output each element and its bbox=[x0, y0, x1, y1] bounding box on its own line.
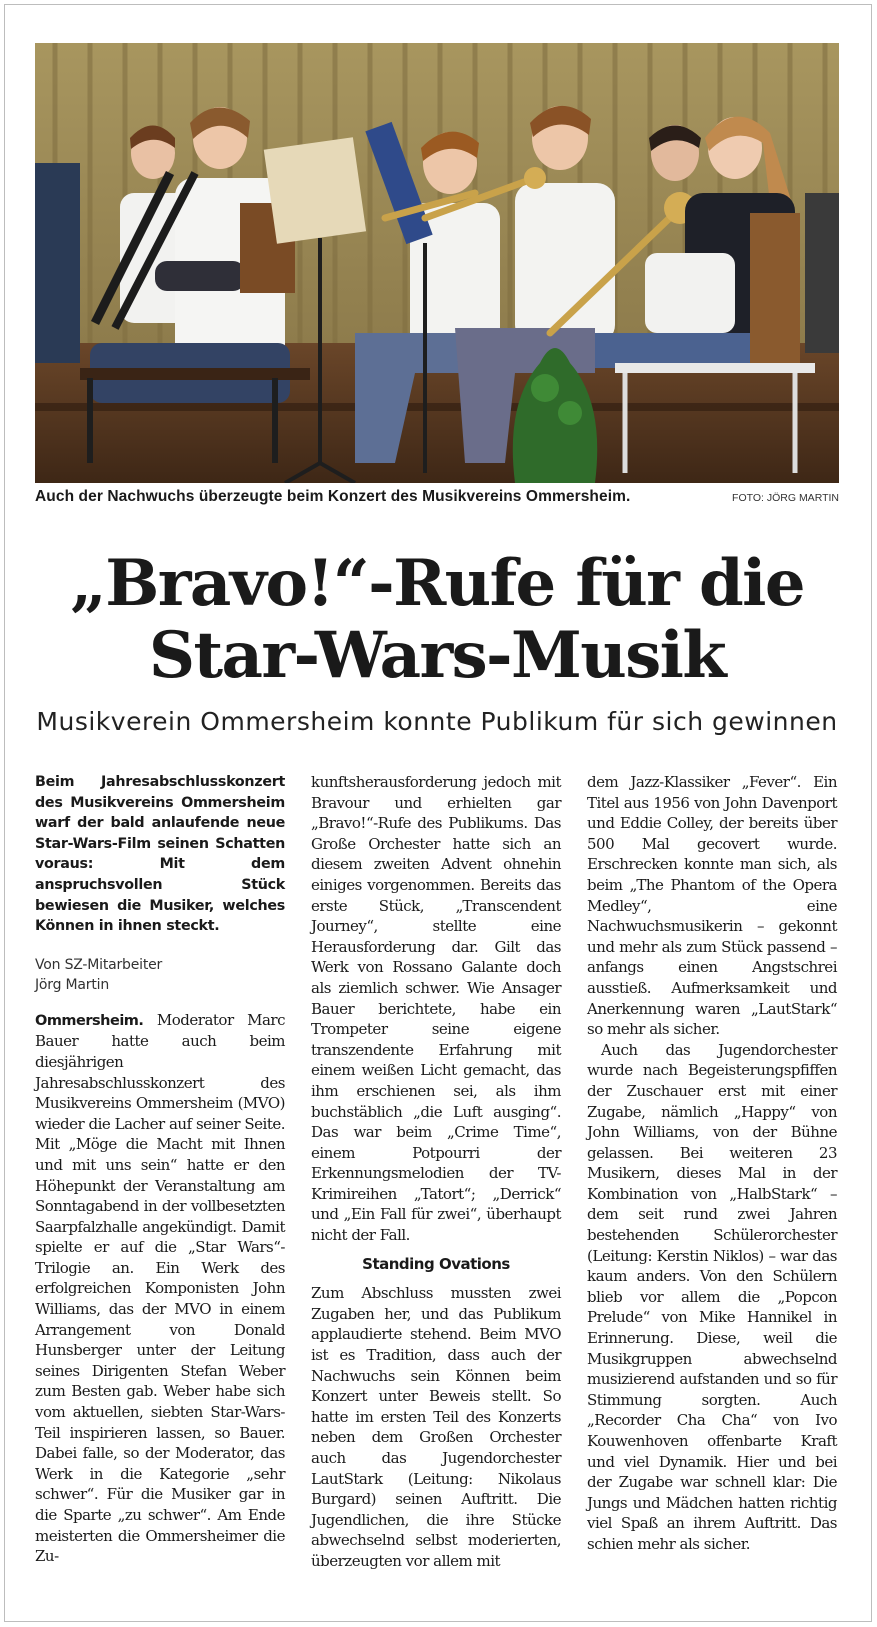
article-photo bbox=[35, 43, 839, 483]
body-text-col3-b: Auch das Jugendorchester wurde nach Begeisterungspfiffen der Zuschauer erst mit einer Zugabe, nämlich „Happy“ von John Williams, von der Bühne gelassen. Bei weiteren 23 Musikern, dieses Mal in der Kombination von „HalbStark“ – dem seit rund zwei Jahren bestehenden Schülerorchester (Leitung: Kerstin Niklos) – war das kaum anders. Von den Schülern blieb vor allem die „Popcon Prelude“ von Mike Hannikel in Erinnerung. Diese, weil die Musikgruppen abwechselnd musizierend aufstanden und so für Stimmung sorgten. Auch „Recorder Cha Cha“ von Ivo Kouwenhoven offenbarte Kraft und viel Dynamik. Hier und bei der Zugabe war schnell klar: Die Jungs und Mädchen hatten richtig viel Spaß an ihrem Auftritt. Das schien mehr als sicher. bbox=[587, 1040, 837, 1553]
body-text-col1: Moderator Marc Bauer hatte auch beim diesjährigen Jahresabschlusskonzert des Musikvereins Ommersheim (MVO) wieder die Lacher auf seiner Seite. Mit „Möge die Macht mit Ihnen und mit uns sein“ hatte er den Höhepunkt der Veranstaltung am Sonntagabend in der vollbesetzten Saarpfalzhalle angekündigt. Damit spielte er auf die „Star Wars“-Trilogie an. Ein Werk des erfolgreichen Komponisten John Williams, das der MVO in einem Arrangement von Donald Hunsberger unter der Leitung seines Dirigenten Stefan Weber zum Besten gab. Weber habe sich vom aktuellen, siebten Star-Wars-Teil inspirieren lassen, so Bauer. Dabei falle, so der Moderator, das Werk in die Kategorie „sehr schwer“. Für die Musiker gar in die Sparte „zu schwer“. Am Ende meisterten die Ommersheimer die Zu- bbox=[35, 1010, 285, 1566]
body-text-col2: kunftsherausforderung jedoch mit Bravour und erhielten gar „Bravo!“-Rufe des Publikums. Das Große Orchester hatte sich an diesem zweiten Advent ohnehin einiges vorgenommen. Bereits das erste Stück, „Transcendent Journey“, stellte eine Herausforderung dar. Gilt das Werk von Rossano Galante doch als ziemlich schwer. Wie Ansager Bauer berichtete, habe ein Trompeter seine eigene transzendente Erfahrung mit einem weißen Licht gemacht, das ihm erschienen sei, als ihm buchstäblich „die Luft ausging“. Das war beim „Crime Time“, einem Potpourri der Erkennungsmelodien der TV-Krimireihen „Tatort“; „Derrick“ und „Ein Fall für zwei“, überhaupt nicht der Fall. bbox=[311, 773, 561, 1245]
subheadline: Musikverein Ommersheim konnte Publikum für sich gewinnen bbox=[36, 707, 838, 736]
body-text-col2-b: Zum Abschluss mussten zwei Zugaben her, und das Publikum applaudierte stehend. Beim MVO ist es Tradition, dass auch der Nachwuchs sein Können beim Konzert unter Beweis stellt. So hatte im ersten Teil des Konzerts neben dem Großen Orchester auch das Jugendorchester LautStark (Leitung: Nikolaus Burgard) seinen Auftritt. Die Jugendlichen, die ihre Stücke abwechselnd selbst moderierten, überzeugten vor allem mit bbox=[311, 1284, 561, 1570]
photo-credit: FOTO: JÖRG MARTIN bbox=[732, 492, 839, 504]
headline-line-1: „Bravo!“-Rufe für die bbox=[70, 546, 804, 621]
body-text-col3: dem Jazz-Klassiker „Fever“. Ein Titel aus 1956 von John Davenport und Eddie Colley, der bereits über 500 Mal gecovert wurde. Erschrecken konnte man sich, als beim „The Phantom of the Opera Medley“, eine Nachwuchsmusikerin – gekonnt und mehr als zum Stück passend – anfangs einen Angstschrei ausstieß. Aufmerksamkeit und Anerkennung waren „LautStark“ so mehr als sicher. bbox=[587, 773, 837, 1039]
byline bbox=[35, 955, 285, 996]
concert-photo-illustration bbox=[35, 43, 839, 483]
body-paragraph bbox=[35, 1010, 285, 1567]
byline-role: Von SZ-Mitarbeiter bbox=[35, 956, 163, 973]
photo-caption: Auch der Nachwuchs überzeugte beim Konzert des Musikvereins Ommersheim. bbox=[35, 488, 631, 505]
article-teaser: Beim Jahresabschlusskonzert des Musikvereins Ommersheim warf der bald anlaufende neue Star-Wars-Film seinen Schatten voraus: Mit dem anspruchsvollen Stück bewiesen die Musiker, welches Können in ihnen steckt. bbox=[35, 774, 285, 935]
byline-name: Jörg Martin bbox=[35, 977, 110, 994]
article-column-1 bbox=[35, 772, 285, 1567]
headline bbox=[35, 548, 839, 692]
section-subhead: Standing Ovations bbox=[362, 1254, 510, 1273]
article-column-3 bbox=[587, 772, 837, 1555]
headline-line-2: Star-Wars-Musik bbox=[148, 618, 726, 693]
dateline: Ommersheim. bbox=[35, 1012, 144, 1029]
article-column-2 bbox=[311, 772, 561, 1572]
